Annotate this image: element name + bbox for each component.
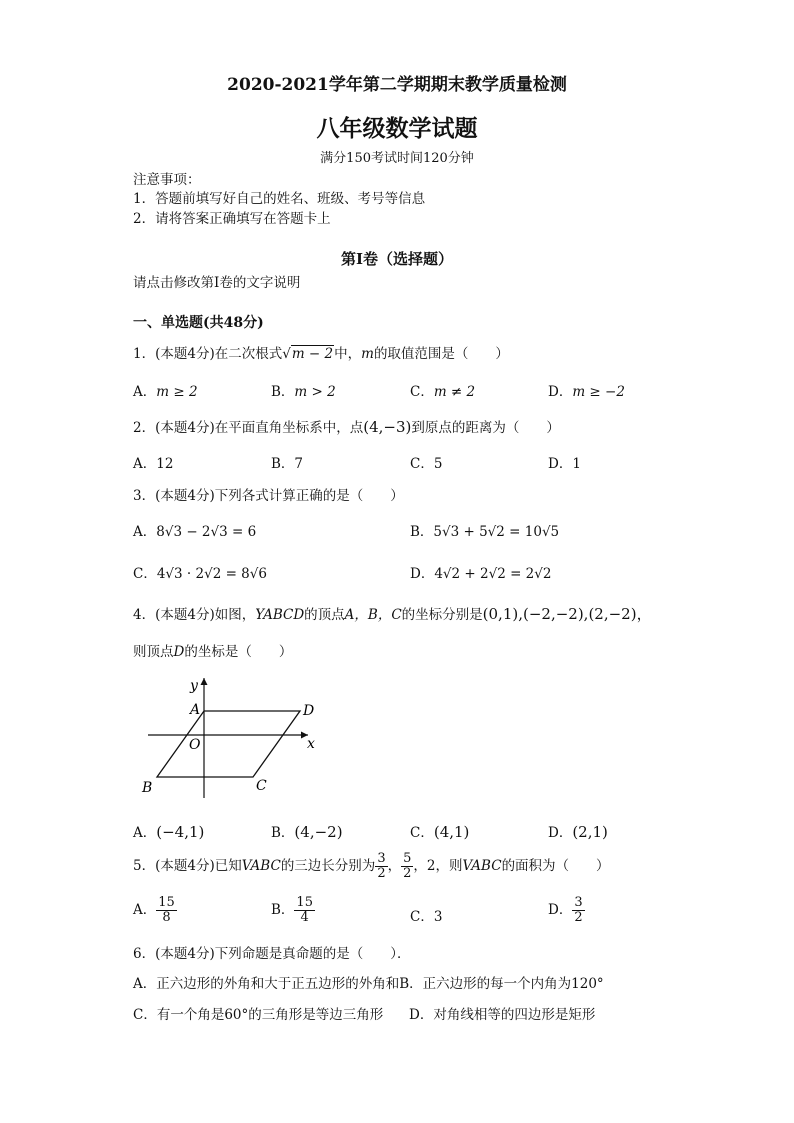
q1-option-a[interactable]: A．m ≥ 2 xyxy=(133,384,198,400)
q2-option-c[interactable]: C．5 xyxy=(410,456,443,472)
notice-heading: 注意事项： xyxy=(133,172,201,188)
question-5-stem: 5．(本题4分)已知VABC的三边长分别为 $\frac{3}{2}$ ， $\frac{5}{2}$ ，2，则VABC的面积为（ ） xyxy=(133,851,610,881)
section1-title: 一、单选题(共48分) xyxy=(133,315,264,331)
part1-desc: 请点击修改第I卷的文字说明 xyxy=(133,275,301,291)
question-6-stem: 6．(本题4分)下列命题是真命题的是（ ）． xyxy=(133,946,411,962)
subject-title: 八年级数学试题 xyxy=(316,115,478,142)
q3-option-c[interactable]: C．4√3 · 2√2 = 8√6 xyxy=(133,566,267,582)
q2-point: (4,−3) xyxy=(363,418,412,436)
q1-prefix: 1．(本题4分)在二次根式 xyxy=(133,346,283,362)
q4-option-b[interactable]: B．(4,−2) xyxy=(271,823,343,841)
question-4-stem-line1: 4．(本题4分)如图，YABCD的顶点A，B，C的坐标分别是(0,1),(−2,−2),(2,−2)， xyxy=(133,605,652,623)
y-axis-label: y xyxy=(190,678,198,694)
q1-option-c[interactable]: C．m ≠ 2 xyxy=(410,384,476,400)
point-a-label: A xyxy=(190,702,201,718)
q6-option-c[interactable]: C．有一个角是60°的三角形是等边三角形 xyxy=(133,1007,384,1023)
q5-frac-1: $\frac{3}{2}$ xyxy=(377,851,386,881)
x-axis-label: x xyxy=(307,736,315,752)
q1-tail: 的取值范围是（ ） xyxy=(373,346,509,362)
q1-var: m xyxy=(361,346,374,362)
notice-item-1: 1．答题前填写好自己的姓名、班级、考号等信息 xyxy=(133,191,426,207)
q6-option-d[interactable]: D．对角线相等的四边形是矩形 xyxy=(409,1007,596,1023)
question-3-stem: 3．(本题4分)下列各式计算正确的是（ ） xyxy=(133,488,404,504)
q5-option-c[interactable]: C．3 xyxy=(410,909,443,925)
question-2-stem: 2．(本题4分)在平面直角坐标系中，点(4,−3)到原点的距离为（ ） xyxy=(133,418,560,436)
q2-option-b[interactable]: B．7 xyxy=(271,456,304,472)
q1-option-b[interactable]: B．m > 2 xyxy=(271,384,336,400)
exam-info: 满分150考试时间120分钟 xyxy=(320,151,474,166)
q3-option-d[interactable]: D．4√2 + 2√2 = 2√2 xyxy=(410,566,552,582)
q5-option-a[interactable]: A． $\frac{15}{8}$ xyxy=(133,895,175,925)
q2-option-d[interactable]: D．1 xyxy=(548,456,581,472)
q5-option-d[interactable]: D． $\frac{3}{2}$ xyxy=(548,895,583,925)
q1-option-d[interactable]: D．m ≥ −2 xyxy=(548,384,625,400)
notice-item-2: 2．请将答案正确填写在答题卡上 xyxy=(133,211,331,227)
question-1-stem: 1．(本题4分)在二次根式√m − 2中，m的取值范围是（ ） xyxy=(133,346,509,362)
q1-radicand: m − 2 xyxy=(291,346,334,362)
q5-frac-2: $\frac{5}{2}$ xyxy=(403,851,412,881)
q4-option-c[interactable]: C．(4,1) xyxy=(410,823,470,841)
q2-option-a[interactable]: A．12 xyxy=(133,456,174,472)
q1-suffix: 中， xyxy=(334,346,362,362)
point-c-label: C xyxy=(256,778,267,794)
exam-title: 2020-2021学年第二学期期末教学质量检测 xyxy=(227,75,567,95)
point-d-label: D xyxy=(303,703,315,719)
question-4-stem-line2: 则顶点D的坐标是（ ） xyxy=(133,644,293,660)
parallelogram-abcd xyxy=(157,711,300,777)
origin-label: O xyxy=(189,737,201,753)
point-b-label: B xyxy=(142,780,153,796)
parallelogram-figure xyxy=(140,672,330,802)
q4-option-a[interactable]: A．(−4,1) xyxy=(133,823,205,841)
q4-option-d[interactable]: D．(2,1) xyxy=(548,823,608,841)
part1-title: 第I卷（选择题） xyxy=(340,250,454,268)
q3-option-b[interactable]: B．5√3 + 5√2 = 10√5 xyxy=(410,524,560,540)
q3-option-a[interactable]: A．8√3 − 2√3 = 6 xyxy=(133,524,257,540)
q5-option-b[interactable]: B． $\frac{15}{4}$ xyxy=(271,895,313,925)
q6-options-ab[interactable]: A．正六边形的外角和大于正五边形的外角和B．正六边形的每一个内角为120° xyxy=(133,976,604,992)
